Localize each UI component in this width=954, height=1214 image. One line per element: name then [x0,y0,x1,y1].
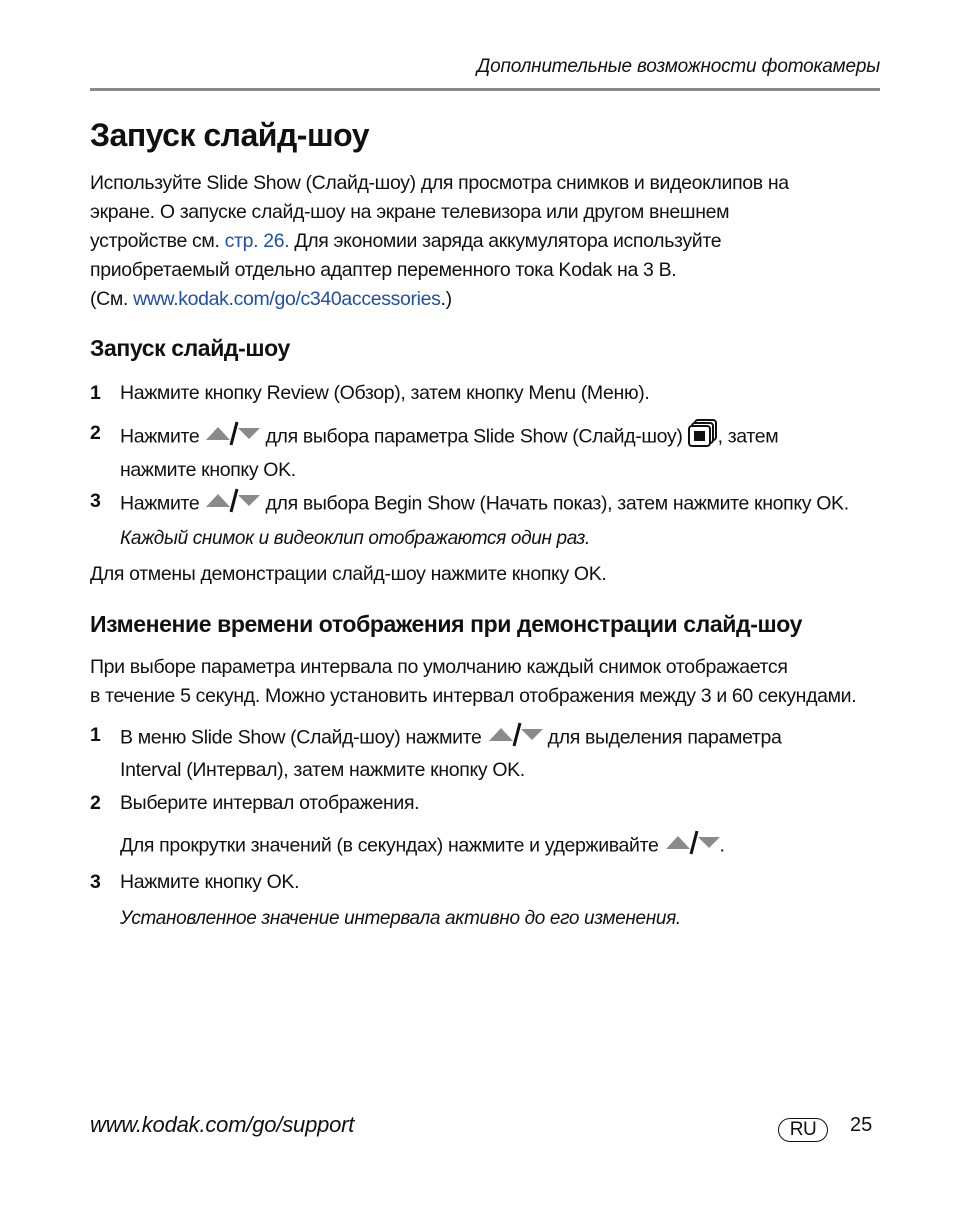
interval-intro-line-1: При выборе параметра интервала по умолчанию каждый снимок отображается [90,656,788,678]
step-3 [90,868,880,897]
step-text: Нажмите кнопку OK. [120,871,300,893]
intro-line-3: устройстве см. стр. 26. Для экономии заряда аккумулятора используйте [90,230,722,252]
section-heading-start-slideshow: Запуск слайд-шоу [90,335,290,361]
intro-line-2: экране. О запуске слайд-шоу на экране телевизора или другом внешнем [90,201,730,223]
page-ref-link[interactable]: стр. 26. [224,230,290,252]
step-3: 3 Нажмите для выбора Begin Show (Начать показ), затем нажмите кнопку OK. [90,487,880,516]
page-title: Запуск слайд-шоу [90,117,370,153]
intro-line-1: Используйте Slide Show (Слайд-шоу) для просмотра снимков и видеоклипов на [90,172,789,194]
cancel-instruction: Для отмены демонстрации слайд-шоу нажмите кнопку OK. [90,563,607,585]
step-2-detail: Для прокрутки значений (в секундах) нажмите и удерживайте . [90,829,880,858]
step-number: 1 [90,382,101,404]
page-number: 25 [850,1114,873,1136]
step-number: 3 [90,871,101,893]
language-badge: RU [778,1118,828,1142]
footer-support-url[interactable]: www.kodak.com/go/support [90,1112,355,1137]
step-2 [90,789,880,818]
step-1 [90,379,880,408]
slideshow-icon [688,419,718,456]
up-down-arrows-icon [664,829,720,864]
step-text: Нажмите кнопку Review (Обзор), затем кнопку Menu (Меню). [120,382,650,404]
intro-line-5: (См. www.kodak.com/go/c340accessories.) [90,288,452,310]
step-text: Выберите интервал отображения. [120,792,420,814]
step-number: 1 [90,724,101,746]
step-number: 2 [90,792,101,814]
intro-line-4: приобретаемый отдельно адаптер переменного тока Kodak на 3 В. [90,259,677,281]
section-heading-interval: Изменение времени отображения при демонстрации слайд-шоу [90,611,802,637]
step-1: 1 В меню Slide Show (Слайд-шоу) нажмите для выделения параметра Interval (Интервал), затем нажмите кнопку OK. [90,721,880,779]
up-down-arrows-icon [204,420,260,455]
up-down-arrows-icon [487,721,543,756]
accessories-link[interactable]: www.kodak.com/go/c340accessories [133,288,441,310]
step-number: 3 [90,490,101,512]
step-2: 2 Нажмите для выбора параметра Slide Show (Слайд-шоу) , затем нажмите кнопку OK. [90,419,880,477]
step-number: 2 [90,422,101,444]
running-header: Дополнительные возможности фотокамеры [476,56,880,77]
interval-intro-line-2: в течение 5 секунд. Можно установить интервал отображения между 3 и 60 секундами. [90,685,857,707]
note-italic: Каждый снимок и видеоклип отображаются один раз. [120,528,590,549]
up-down-arrows-icon [204,487,260,522]
header-rule [90,88,880,91]
note-italic: Установленное значение интервала активно до его изменения. [120,908,681,929]
